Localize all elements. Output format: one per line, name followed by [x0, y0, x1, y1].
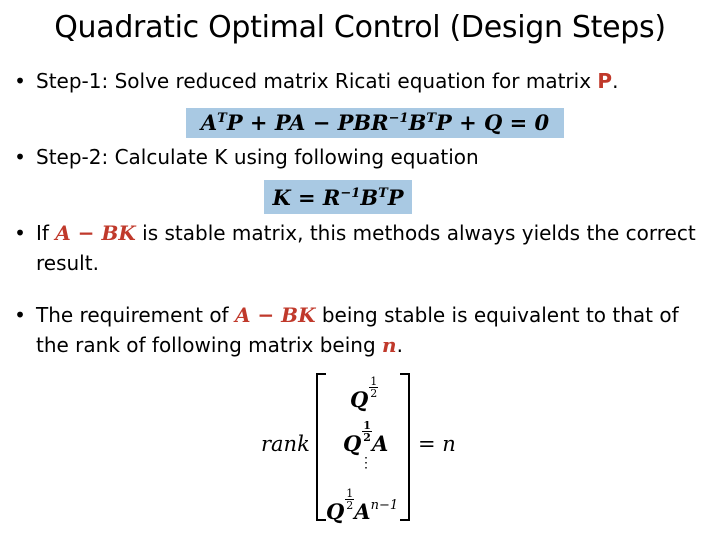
matrix-row-2: [343, 420, 388, 456]
row3-q: Q: [326, 499, 345, 524]
row2-q: Q: [343, 431, 362, 456]
bullet4-line2-post: .: [396, 333, 403, 357]
riccati-end: P + Q = 0: [436, 110, 550, 135]
bullet-marker: •: [14, 145, 26, 169]
matrix-row-3: [326, 488, 398, 524]
row2-a: A: [371, 431, 389, 456]
riccati-transpose-1: T: [217, 111, 227, 126]
bullet-marker: •: [14, 303, 26, 327]
row2-frac-num: 1: [363, 419, 371, 432]
row1-frac-num: 1: [370, 375, 378, 388]
row3-frac-den: 2: [346, 499, 354, 512]
vertical-dots: ⋮: [359, 455, 373, 471]
right-bracket: [398, 372, 412, 522]
equals-sign: =: [418, 432, 443, 456]
bullet-requirement: [14, 300, 706, 360]
row2-frac-den: 2: [363, 431, 371, 444]
riccati-transpose-2: T: [426, 111, 436, 126]
riccati-equation-box: [186, 108, 564, 138]
bullet-stability: [14, 218, 706, 278]
bullet3-pre: If: [36, 221, 56, 245]
riccati-b: B: [408, 110, 427, 135]
slide-title: Quadratic Optimal Control (Design Steps): [54, 10, 666, 45]
step1-matrix-p: P: [597, 69, 613, 93]
bullet3-line2: result.: [36, 251, 99, 275]
bullet-step2: [14, 142, 706, 172]
row3-frac-num: 1: [346, 487, 354, 500]
row1-frac-den: 2: [370, 387, 378, 400]
gain-lhs: K = R: [272, 185, 341, 210]
row3-power: n−1: [370, 498, 399, 513]
bullet-step1: [14, 66, 706, 96]
gain-equation-box: [264, 180, 412, 214]
riccati-a: A: [200, 110, 218, 135]
bullet-marker: •: [14, 221, 26, 245]
matrix-row-1: [350, 376, 378, 412]
riccati-middle: P + PA − PBR: [226, 110, 389, 135]
bullet4-n: n: [382, 333, 397, 357]
step2-text: Step-2: Calculate K using following equation: [36, 145, 479, 169]
bullet-marker: •: [14, 69, 26, 93]
rank-label: rank: [261, 432, 310, 456]
gain-b: B: [360, 185, 379, 210]
riccati-inverse: −1: [388, 111, 409, 126]
gain-transpose: T: [378, 186, 388, 201]
gain-inverse: −1: [340, 186, 361, 201]
rank-n: n: [442, 432, 456, 456]
row1-q: Q: [350, 387, 369, 412]
gain-p: P: [387, 185, 404, 210]
row3-a: A: [354, 499, 371, 524]
step1-text: Step-1: Solve reduced matrix Ricati equation for matrix: [36, 69, 598, 93]
bullet4-line2-pre: the rank of following matrix being: [36, 333, 383, 357]
bullet4-post: being stable is equivalent to that of: [315, 303, 679, 327]
bullet4-expr: A − BK: [234, 303, 316, 327]
bullet3-post: is stable matrix, this methods always yields the correct: [135, 221, 696, 245]
bullet4-pre: The requirement of: [36, 303, 235, 327]
bullet3-expr: A − BK: [55, 221, 136, 245]
equals-n: [418, 432, 456, 456]
step1-period: .: [612, 69, 619, 93]
